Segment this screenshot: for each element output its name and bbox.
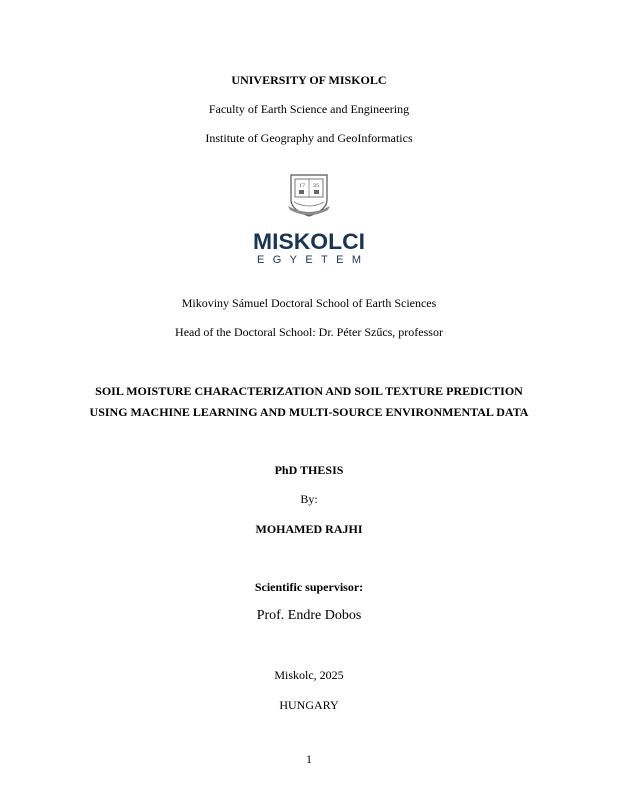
author-name: MOHAMED RAJHI: [255, 522, 363, 536]
faculty-name: Faculty of Earth Science and Engineering: [208, 102, 410, 116]
crest-year-left: 17: [298, 183, 306, 189]
logo-wordmark-top: MISKOLCI: [253, 229, 365, 254]
supervisor-name: Prof. Endre Dobos: [256, 608, 362, 623]
page-number: 1: [306, 752, 312, 766]
university-crest-icon: [286, 172, 332, 220]
doctoral-school-name: Mikoviny Sámuel Doctoral School of Earth Sciences: [181, 296, 437, 310]
doctoral-school-head: Head of the Doctoral School: Dr. Péter Szűcs, professor: [175, 325, 443, 339]
logo-wordmark-bottom: EGYETEM: [257, 254, 361, 266]
supervisor-label: Scientific supervisor:: [254, 580, 364, 594]
thesis-title-line-2: USING MACHINE LEARNING AND MULTI-SOURCE ENVIRONMENTAL DATA: [89, 405, 529, 419]
thesis-title-line-1: SOIL MOISTURE CHARACTERIZATION AND SOIL TEXTURE PREDICTION: [95, 384, 523, 398]
place-and-year: Miskolc, 2025: [274, 668, 344, 682]
thesis-type: PhD THESIS: [274, 463, 344, 477]
by-label: By:: [300, 492, 318, 506]
country: HUNGARY: [279, 698, 339, 712]
crest-year-right: 35: [312, 183, 320, 189]
university-logo: [252, 228, 366, 266]
institute-name: Institute of Geography and GeoInformatics: [205, 131, 413, 145]
university-name: UNIVERSITY OF MISKOLC: [231, 73, 387, 87]
